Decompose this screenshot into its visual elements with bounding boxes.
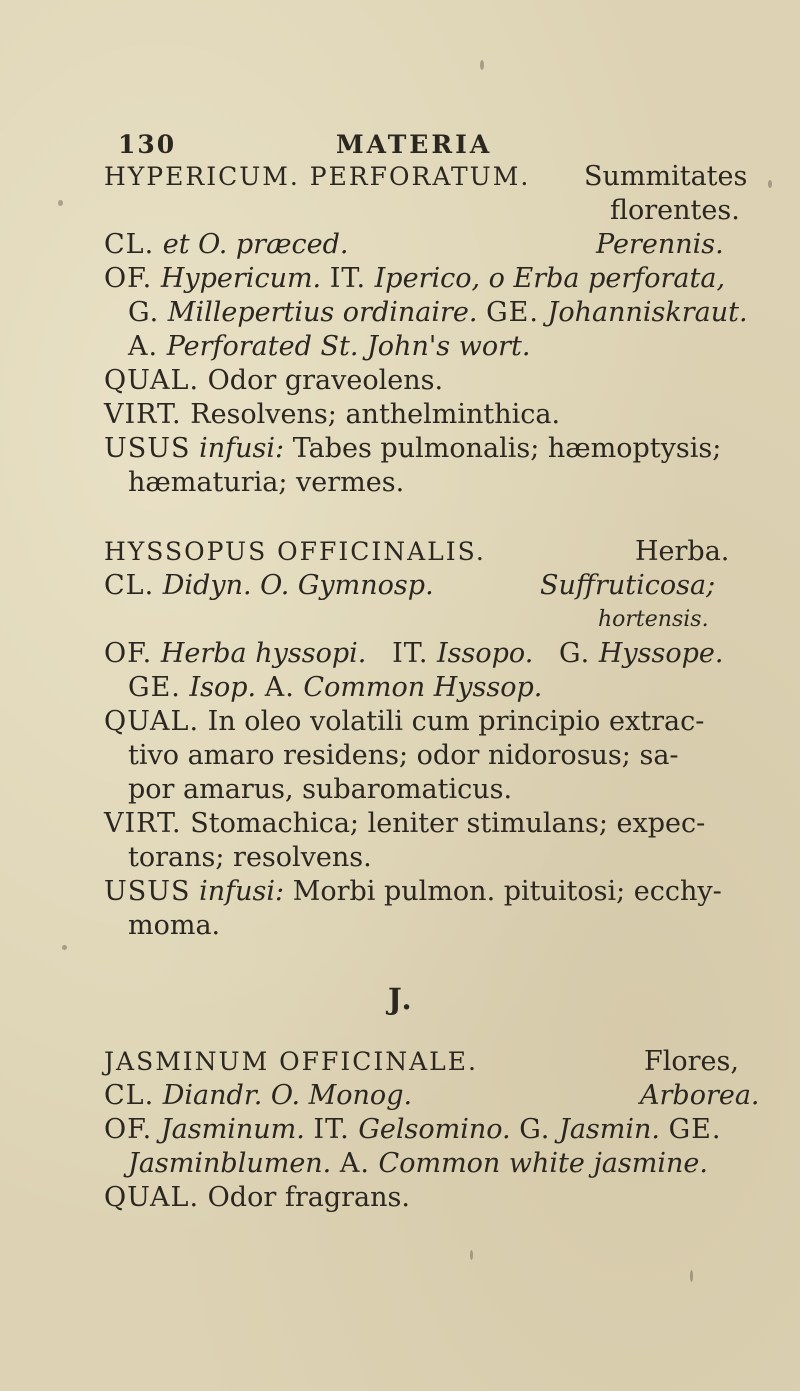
usus-text-1: Morbi pulmon. pituitosi; ecchy-: [292, 876, 722, 907]
it-label: IT.: [313, 1114, 350, 1145]
usage-line-2: moma.: [128, 910, 221, 941]
a-text: Perforated St. John's wort.: [166, 331, 531, 362]
cl-text: Diandr. O. Monog.: [162, 1080, 413, 1111]
part-used-line1: Summitates: [584, 161, 748, 192]
of-label: OF.: [104, 638, 153, 669]
officinal-line: [104, 262, 725, 296]
virt-label: VIRT.: [104, 399, 182, 430]
usage-line-2: hæmaturia; vermes.: [128, 467, 405, 498]
ge-text: Johanniskraut.: [547, 297, 748, 328]
usus-text-1: Tabes pulmonalis; hæmoptysis;: [292, 433, 722, 464]
ink-speck: [768, 180, 772, 188]
g-text: Hyssope.: [598, 638, 724, 669]
virt-text-1: Stomachica; leniter stimulans; expec-: [190, 808, 706, 839]
classification-line: [104, 569, 434, 603]
it-label: IT.: [392, 638, 429, 669]
g-label: G.: [519, 1114, 551, 1145]
of-text: Herba hyssopi.: [160, 638, 367, 669]
qual-text-1: In oleo volatili cum principio extrac-: [207, 706, 705, 737]
g-text: Millepertius ordinaire.: [167, 297, 478, 328]
it-text: Iperico, o Erba perforata,: [374, 263, 726, 294]
habit: Arborea.: [640, 1080, 760, 1111]
of-text: Hypericum.: [160, 263, 322, 294]
it-text: Gelsomino.: [358, 1114, 511, 1145]
cl-label: CL.: [104, 570, 155, 601]
section-letter: J.: [388, 982, 414, 1016]
of-label: OF.: [104, 263, 153, 294]
a-label: A.: [128, 331, 159, 362]
habit-line1: Suffruticosa;: [540, 570, 716, 601]
part-used: Flores,: [644, 1046, 739, 1077]
g-text: Jasmin.: [559, 1114, 660, 1145]
qual-label: QUAL.: [104, 365, 200, 396]
classification-line: [104, 228, 348, 262]
usus-prefix: infusi:: [199, 876, 285, 907]
quality-line: [104, 364, 443, 398]
virt-text: Resolvens; anthelminthica.: [190, 399, 561, 430]
cl-label: CL.: [104, 1080, 155, 1111]
part-used: Herba.: [635, 536, 730, 567]
cl-text: et O. præced.: [162, 229, 349, 260]
usus-label: USUS: [104, 876, 191, 907]
ge-text: Isop.: [189, 672, 257, 703]
quality-line-3: por amarus, subaromaticus.: [128, 774, 513, 805]
ink-speck: [480, 60, 484, 70]
cl-label: CL.: [104, 229, 155, 260]
qual-text: Odor fragrans.: [207, 1182, 410, 1213]
usage-line: [104, 432, 721, 466]
virtue-line: [104, 398, 560, 432]
a-text: Common Hyssop.: [303, 672, 543, 703]
ink-speck: [58, 200, 63, 206]
cl-text: Didyn. O. Gymnosp.: [162, 570, 434, 601]
habit: Perennis.: [596, 229, 724, 260]
officinal-line: [104, 1113, 721, 1147]
ge-text: Jasminblumen.: [128, 1148, 332, 1179]
entry-title-hyssopus: HYSSOPUS OFFICINALIS.: [104, 537, 486, 566]
g-label: G.: [559, 638, 591, 669]
entry-title-jasminum: JASMINUM OFFICINALE.: [104, 1047, 478, 1076]
of-text: Jasminum.: [160, 1114, 305, 1145]
names-line: [128, 1147, 708, 1181]
ge-label: GE.: [486, 297, 539, 328]
names-line: [128, 296, 748, 330]
virtue-line: [104, 807, 705, 841]
of-label: OF.: [104, 1114, 153, 1145]
usage-line: [104, 875, 722, 909]
entry-title-hypericum: HYPERICUM. PERFORATUM.: [104, 162, 531, 191]
usus-prefix: infusi:: [199, 433, 285, 464]
ink-speck: [690, 1270, 693, 1282]
ge-label: GE.: [668, 1114, 722, 1145]
quality-line-2: tivo amaro residens; odor nidorosus; sa-: [128, 740, 679, 771]
qual-text: Odor graveolens.: [207, 365, 444, 396]
qual-label: QUAL.: [104, 1182, 200, 1213]
virtue-line-2: torans; resolvens.: [128, 842, 372, 873]
it-label: IT.: [329, 263, 367, 294]
part-used-line2: florentes.: [610, 195, 740, 226]
ink-speck: [470, 1250, 473, 1260]
quality-line: [104, 705, 704, 739]
a-label: A.: [339, 1148, 370, 1179]
a-text: Common white jasmine.: [378, 1148, 708, 1179]
habit-line2: hortensis.: [598, 607, 709, 632]
running-title: MATERIA: [336, 130, 493, 159]
qual-label: QUAL.: [104, 706, 200, 737]
classification-line: [104, 1079, 412, 1113]
page-number: 130: [118, 130, 177, 159]
g-label: G.: [128, 297, 160, 328]
virt-label: VIRT.: [104, 808, 182, 839]
ge-label: GE.: [128, 672, 181, 703]
officinal-line: [104, 637, 723, 671]
quality-line: [104, 1181, 410, 1215]
english-name-line: [128, 330, 530, 364]
ink-speck: [62, 945, 67, 950]
usus-label: USUS: [104, 433, 191, 464]
names-line: [128, 671, 542, 705]
it-text: Issopo.: [437, 638, 534, 669]
a-label: A.: [264, 672, 295, 703]
